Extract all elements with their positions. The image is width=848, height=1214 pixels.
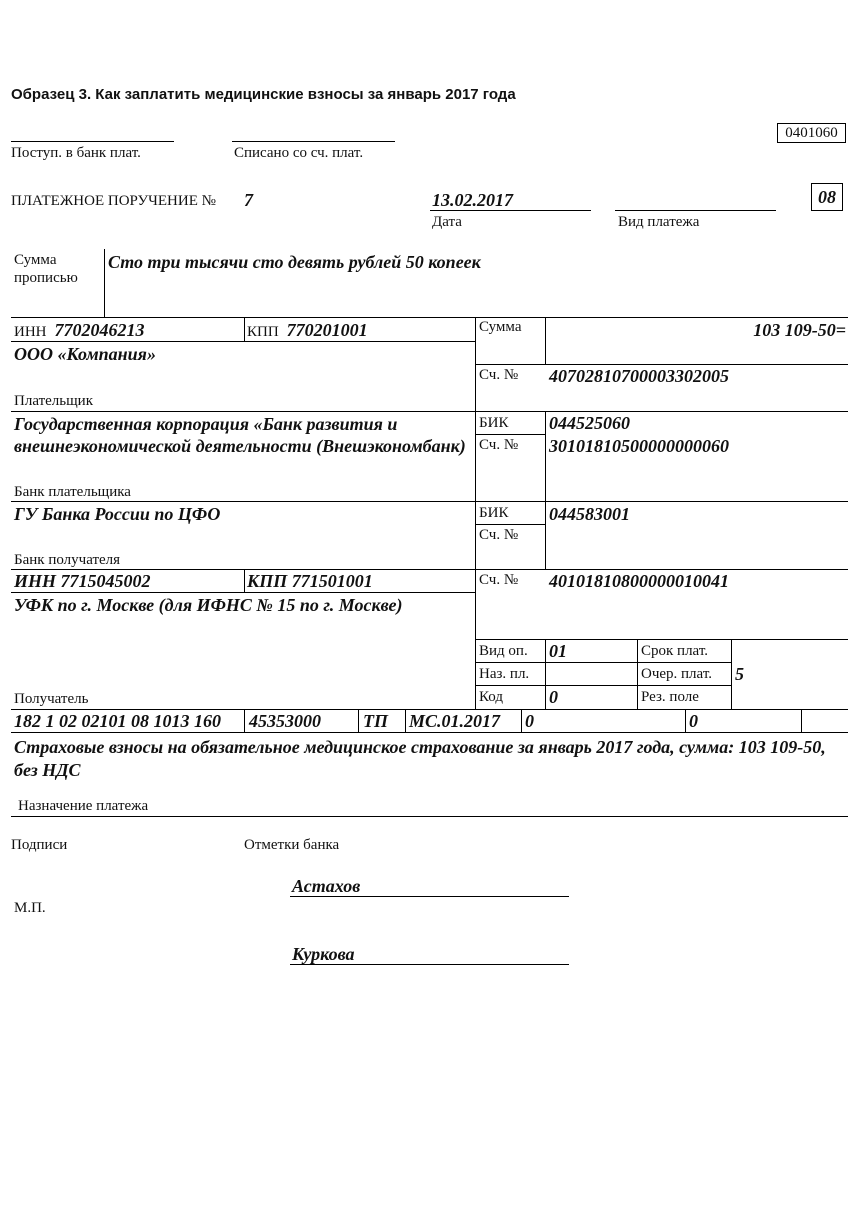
payer-bank-bik-value: 044525060	[549, 413, 630, 433]
grid-line	[11, 732, 848, 733]
payer-inn	[14, 320, 145, 341]
period-value: МС.01.2017	[409, 711, 501, 731]
debited-line	[232, 141, 395, 142]
date-line	[430, 210, 591, 211]
payer-bank-account-label: Сч. №	[479, 437, 519, 453]
op-type-value: 01	[549, 641, 567, 661]
purpose-label: Назначение платежа	[18, 798, 149, 814]
priority-value: 5	[735, 664, 744, 684]
code-value: 0	[549, 687, 558, 707]
grid-line	[11, 411, 848, 412]
payer-account-value: 40702810700003302005	[549, 366, 729, 386]
code-label: Код	[479, 689, 503, 705]
page-title: Образец 3. Как заплатить медицинские взносы за январь 2017 года	[11, 86, 516, 103]
payer-kpp-label: КПП	[247, 324, 279, 340]
grid-vline	[545, 411, 546, 501]
payee-bank-bik-value: 044583001	[549, 504, 630, 524]
purpose-code-label: Наз. пл.	[479, 666, 530, 682]
kbk-value: 182 1 02 02101 08 1013 160	[14, 711, 221, 731]
payer-bank-name: Государственная корпорация «Банк развития и внешнеэкономической деятельности (Внешэкономбанк)	[14, 414, 466, 456]
received-line	[11, 141, 174, 142]
grid-vline	[545, 501, 546, 569]
debited-label: Списано со сч. плат.	[234, 145, 364, 161]
grid-line	[475, 639, 848, 640]
purpose-text: Страховые взносы на обязательное медицинское страхование за январь 2017 года, сумма: 103 109-50, без НДС	[14, 737, 826, 780]
payer-bank-account-value: 30101810500000000060	[549, 436, 729, 456]
payee-account-label: Сч. №	[479, 572, 519, 588]
grid-line	[11, 341, 475, 342]
payer-bank-label: Банк плательщика	[14, 484, 131, 500]
payer-inn-label: ИНН	[14, 324, 47, 340]
payee-inn: ИНН 7715045002	[14, 571, 151, 591]
received-label: Поступ. в банк плат.	[11, 145, 141, 161]
signer-2: Куркова	[292, 944, 355, 964]
payer-bank-bik-label: БИК	[479, 415, 509, 431]
order-number: 7	[244, 190, 253, 210]
grid-line	[11, 709, 848, 710]
payee-label: Получатель	[14, 691, 89, 707]
grid-line	[475, 524, 545, 525]
signatures-label: Подписи	[11, 837, 68, 853]
date-value: 13.02.2017	[432, 190, 513, 210]
grid-vline	[801, 709, 802, 732]
date-label: Дата	[432, 214, 462, 230]
payer-label: Плательщик	[14, 393, 93, 409]
grid-vline	[358, 709, 359, 732]
status-code-box: 08	[811, 183, 843, 211]
payer-inn-value: 7702046213	[54, 320, 145, 340]
basis-value: ТП	[363, 711, 388, 731]
grid-vline	[244, 317, 245, 341]
grid-line	[11, 569, 848, 570]
grid-line	[475, 434, 545, 435]
grid-vline	[521, 709, 522, 732]
payer-kpp-value: 770201001	[286, 320, 368, 340]
purpose-bottom-line	[11, 816, 848, 817]
payer-name: ООО «Компания»	[14, 344, 156, 364]
payee-bank-account-label: Сч. №	[479, 527, 519, 543]
grid-vline	[244, 569, 245, 592]
grid-vline	[475, 317, 476, 709]
signature-line-1	[290, 896, 569, 897]
grid-line	[475, 364, 848, 365]
signature-line-2	[290, 964, 569, 965]
op-type-label: Вид оп.	[479, 643, 528, 659]
payee-bank-label: Банк получателя	[14, 552, 121, 568]
amount-words-value: Сто три тысячи сто девять рублей 50 копеек	[108, 252, 481, 272]
form-code-box: 0401060	[777, 123, 846, 143]
payer-account-label: Сч. №	[479, 367, 519, 383]
payee-account-value: 40101810800000010041	[549, 571, 729, 591]
oktmo-value: 45353000	[249, 711, 321, 731]
reserve-label: Рез. поле	[641, 689, 699, 705]
grid-vline	[545, 317, 546, 364]
stamp-label: М.П.	[14, 900, 46, 916]
amount-words-label: Сумма прописью	[14, 252, 78, 286]
pay-term-label: Срок плат.	[641, 643, 709, 659]
payee-bank-name: ГУ Банка России по ЦФО	[14, 504, 221, 524]
grid-vline	[731, 639, 732, 709]
bank-marks-label: Отметки банка	[244, 837, 340, 853]
sum-label: Сумма	[479, 319, 522, 335]
payer-kpp	[247, 320, 368, 341]
priority-label: Очер. плат.	[641, 666, 712, 682]
grid-vline	[244, 709, 245, 732]
grid-vline	[637, 639, 638, 709]
doc-date-value: 0	[689, 711, 698, 731]
grid-vline	[405, 709, 406, 732]
payment-type-label: Вид платежа	[618, 214, 700, 230]
signer-1: Астахов	[292, 876, 361, 896]
grid-vline	[685, 709, 686, 732]
order-label: ПЛАТЕЖНОЕ ПОРУЧЕНИЕ №	[11, 193, 216, 209]
grid-line	[11, 592, 475, 593]
grid-line	[475, 662, 732, 663]
sum-value: 103 109-50=	[753, 320, 846, 340]
grid-line	[11, 317, 848, 318]
payee-kpp: КПП 771501001	[247, 571, 373, 591]
grid-vline	[545, 639, 546, 709]
doc-number-value: 0	[525, 711, 534, 731]
payee-name: УФК по г. Москве (для ИФНС № 15 по г. Москве)	[14, 595, 403, 615]
amount-words-divider	[104, 249, 105, 317]
grid-line	[11, 501, 848, 502]
grid-line	[475, 685, 732, 686]
payee-bank-bik-label: БИК	[479, 505, 509, 521]
payment-type-line	[615, 210, 776, 211]
